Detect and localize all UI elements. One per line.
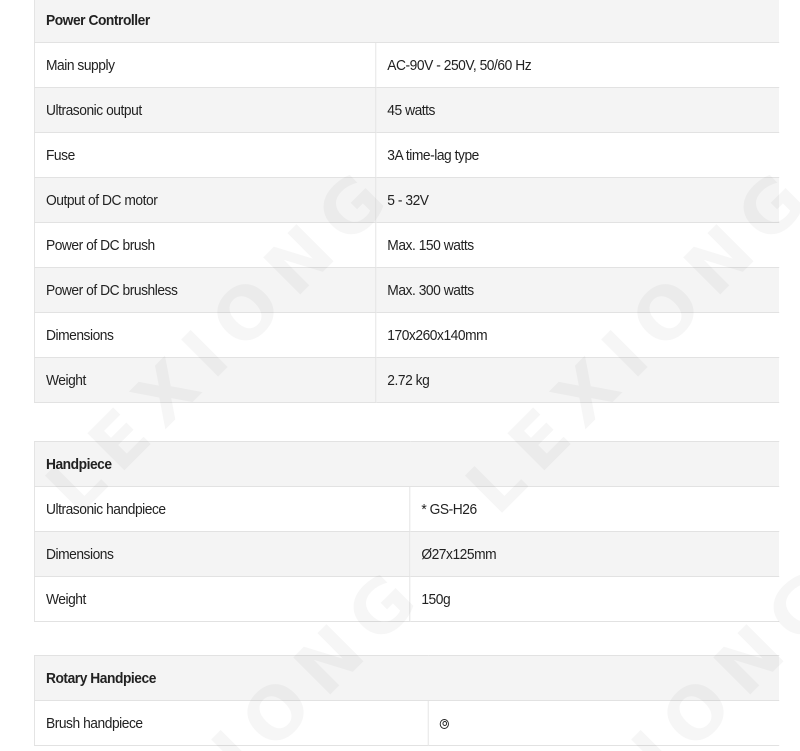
table-row [34, 313, 778, 358]
spec-value: * GS-H26 [410, 487, 779, 532]
spec-label: Power of DC brushless [34, 268, 375, 313]
spec-value: 3A time-lag type [376, 133, 779, 178]
spec-label: Dimensions [34, 532, 409, 577]
section-title: Rotary Handpiece [34, 656, 778, 701]
spec-label: Weight [34, 577, 409, 622]
spec-label: Fuse [34, 133, 375, 178]
table-row [34, 701, 778, 746]
table-row [34, 358, 778, 403]
spec-label: Output of DC motor [34, 178, 375, 223]
section-title: Handpiece [34, 442, 778, 487]
spec-label: Weight [34, 358, 375, 403]
spec-label: Main supply [34, 43, 375, 88]
spec-label: Ultrasonic output [34, 88, 375, 133]
table-row [34, 532, 778, 577]
spec-value: 45 watts [376, 88, 779, 133]
double-circle-icon [440, 719, 449, 729]
table-row [34, 223, 778, 268]
power-controller-table [34, 0, 779, 403]
section-title: Power Controller [34, 0, 778, 43]
table-header-row [34, 656, 778, 701]
spec-value: Max. 150 watts [376, 223, 779, 268]
spec-value: 2.72 kg [376, 358, 779, 403]
table-row [34, 487, 778, 532]
table-row [34, 88, 778, 133]
table-row [34, 178, 778, 223]
spec-label: Brush handpiece [34, 701, 428, 746]
spec-value: 5 - 32V [376, 178, 779, 223]
rotary-handpiece-table [34, 655, 779, 746]
spec-value: 170x260x140mm [376, 313, 779, 358]
handpiece-table [34, 441, 779, 622]
spec-value: AC-90V - 250V, 50/60 Hz [376, 43, 779, 88]
table-header-row [34, 0, 778, 43]
spec-label: Dimensions [34, 313, 375, 358]
spec-label: Ultrasonic handpiece [34, 487, 409, 532]
table-row [34, 577, 778, 622]
table-header-row [34, 442, 778, 487]
spec-label: Power of DC brush [34, 223, 375, 268]
spec-value: 150g [410, 577, 779, 622]
table-row [34, 43, 778, 88]
table-row [34, 268, 778, 313]
spec-value: Ø27x125mm [410, 532, 779, 577]
spec-value [428, 701, 779, 746]
spec-value: Max. 300 watts [376, 268, 779, 313]
table-row [34, 133, 778, 178]
